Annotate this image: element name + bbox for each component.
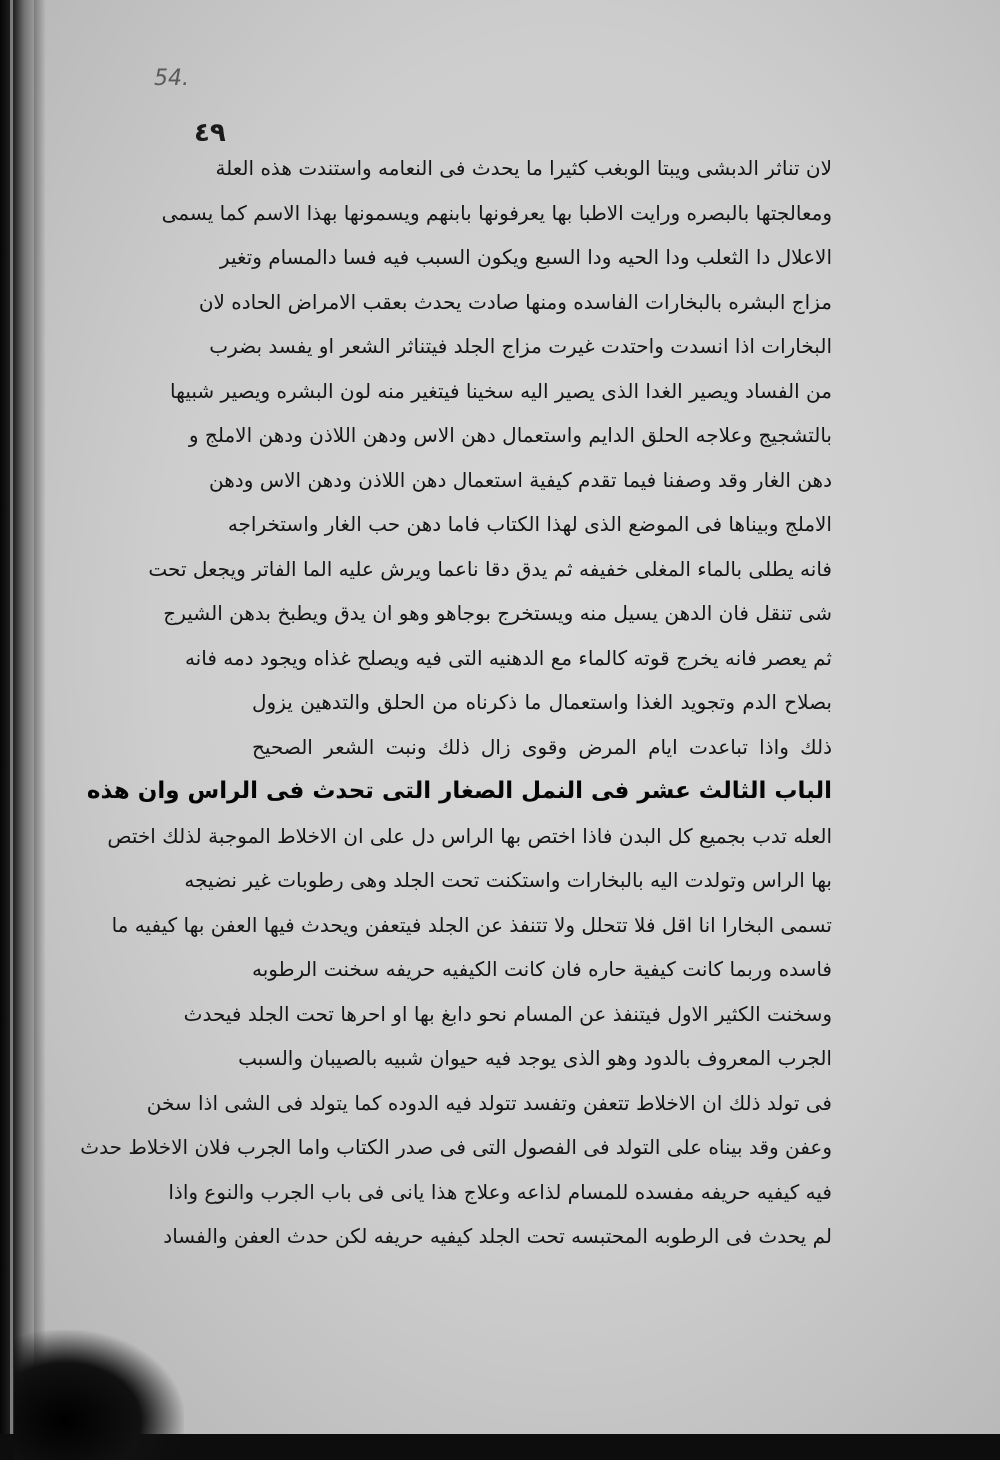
text-line: من الفساد ويصير الغدا الذى يصير اليه سخينا فيتغير منه لون البشره ويصير شبيها (170, 378, 832, 403)
text-line: فاسده وربما كانت كيفية حاره فان كانت الكيفيه حريفه سخنت الرطوبه (252, 957, 832, 981)
text-line: فى تولد ذلك ان الاخلاط تتعفن وتفسد تتولد فيه الدوده كما يتولد فى الشى اذا سخن (146, 1090, 832, 1115)
text-line: دهن الغار وقد وصفنا فيما تقدم كيفية استعمال دهن اللاذن ودهن الاس ودهن (209, 467, 832, 492)
text-line: بالتشجيج وعلاجه الحلق الدايم واستعمال دهن الاس ودهن اللاذن ودهن الاملج و (188, 423, 832, 447)
text-line: وعفن وقد بيناه على التولد فى الفصول التى فى صدر الكتاب واما الجرب فلان الاخلاط حدث (80, 1135, 832, 1159)
pencil-page-number: 54. (154, 66, 189, 91)
text-line: الاعلال دا الثعلب ودا الحيه ودا السبع ويكون السبب فيه فسا دالمسام وتغير (219, 245, 832, 269)
text-line: شى تنقل فان الدهن يسيل منه ويستخرج بوجاهو وهو ان يدق ويطبخ بدهن الشيرج (163, 601, 832, 625)
text-line: ذلك واذا تباعدت ايام المرض وقوى زال ذلك ونبت الشعر الصحيح (252, 734, 832, 759)
text-line: بها الراس وتولدت اليه بالبخارات واستكنت تحت الجلد وهى رطوبات غير نضيجه (184, 868, 832, 892)
manuscript-page (34, 0, 1000, 1434)
text-line: العله تدب بجميع كل البدن فاذا اختص بها الراس دل على ان الاخلاط الموجبة لذلك اختص (107, 823, 832, 848)
manuscript-text-block (80, 146, 832, 1248)
text-line: فيه كيفيه حريفه مفسده للمسام لذاعه وعلاج هذا يانى فى باب الجرب والنوع واذا (168, 1179, 832, 1204)
binding-edge-line (10, 0, 13, 1434)
text-line: الاملج وبيناها فى الموضع الذى لهذا الكتاب فاما دهن حب الغار واستخراجه (227, 512, 832, 536)
text-line: ثم يعصر فانه يخرج قوته كالماء مع الدهنيه التى فيه ويصلح غذاه ويجود دمه فانه (184, 645, 832, 670)
chapter-heading: الباب الثالث عشر فى النمل الصغار التى تحدث فى الراس وان هذه (86, 778, 832, 804)
text-line: لان تناثر الدبشى ويبتا الوبغب كثيرا ما يحدث فى النعامه واستندت هذه العلة (215, 156, 832, 180)
page-inner-shadow (34, 0, 46, 1434)
text-line: وسخنت الكثير الاول فيتنفذ عن المسام نحو دابغ بها او احرها تحت الجلد فيحدث (183, 1001, 832, 1026)
text-line: الجرب المعروف بالدود وهو الذى يوجد فيه حيوان شبيه بالصيبان والسبب (238, 1046, 832, 1070)
text-line: بصلاح الدم وتجويد الغذا واستعمال ما ذكرناه من الحلق والتدهين يزول (252, 690, 832, 714)
book-binding-gutter (0, 0, 34, 1434)
text-line: لم يحدث فى الرطوبه المحتبسه تحت الجلد كيفيه حريفه لكن حدث العفن والفساد (163, 1224, 832, 1248)
text-line: تسمى البخارا انا اقل فلا تتحلل ولا تتنفذ عن الجلد فيتعفن ويحدث فيها العفن بها كيفيه ما (111, 912, 832, 937)
thumb-shadow (14, 1330, 184, 1460)
text-line: البخارات اذا انسدت واحتدت غيرت مزاج الجلد فيتناثر الشعر او يفسد بضرب (209, 334, 832, 358)
text-line: فانه يطلى بالماء المغلى خفيفه ثم يدق دقا ناعما ويرش عليه الما الفاتر ويجعل تحت (148, 556, 832, 581)
folio-number: ٤٩ (194, 118, 226, 148)
text-line: ومعالجتها بالبصره ورايت الاطبا بها يعرفونها بابنهم ويسمونها بهذا الاسم كما يسمى (161, 200, 832, 225)
text-line: مزاج البشره بالبخارات الفاسده ومنها صادت يحدث بعقب الامراض الحاده لان (198, 289, 832, 314)
